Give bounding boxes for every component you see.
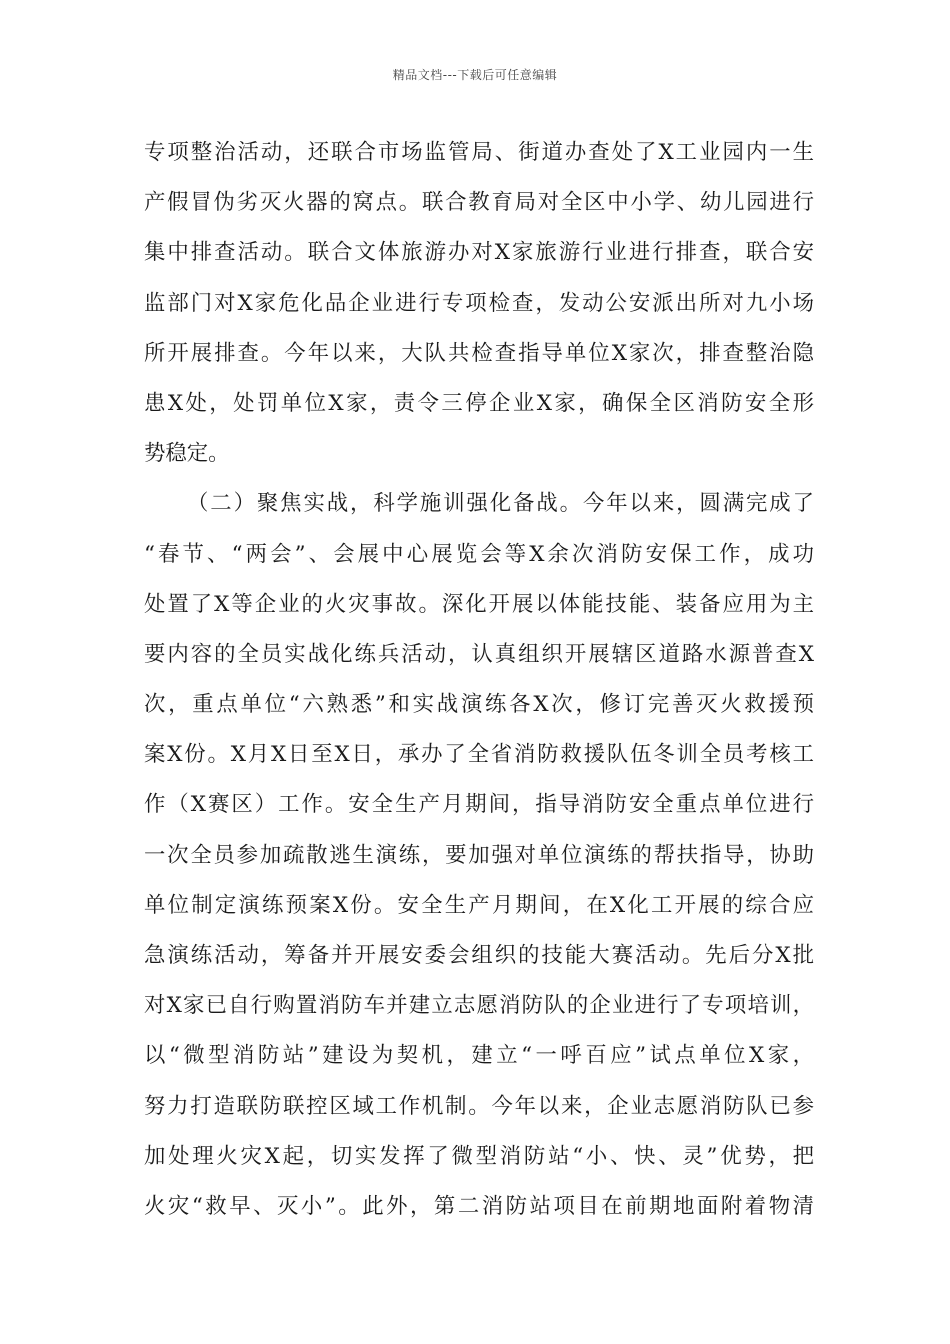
text-line: 产假冒伪劣灭火器的窝点。联合教育局对全区中小学、幼儿园进行 (144, 190, 814, 216)
text-line: 努力打造联防联控区域工作机制。今年以来，企业志愿消防队已参 (144, 1093, 814, 1119)
text-line: 单位制定演练预案X份。安全生产月期间，在X化工开展的综合应 (144, 892, 814, 918)
text-line: 所开展排查。今年以来，大队共检查指导单位X家次，排查整治隐 (144, 340, 814, 366)
text-line: 势稳定。 (144, 441, 230, 467)
text-line: 集中排查活动。联合文体旅游办对X家旅游行业进行排查，联合安 (144, 240, 814, 266)
text-line: 处置了X等企业的火灾事故。深化开展以体能技能、装备应用为主 (144, 591, 814, 617)
text-line: “春节、“两会”、会展中心展览会等X余次消防安保工作，成功 (144, 541, 814, 567)
text-line: 专项整治活动，还联合市场监管局、街道办查处了X工业园内一生 (144, 140, 814, 165)
text-line: 加处理火灾X起，切实发挥了微型消防站“小、快、灵”优势，把 (144, 1143, 814, 1169)
text-line: 患X处，处罚单位X家，责令三停企业X家，确保全区消防安全形 (144, 390, 814, 416)
page-header: 精品文档---下载后可任意编辑 (392, 68, 558, 82)
text-line: 火灾“救早、灭小”。此外，第二消防站项目在前期地面附着物清 (144, 1193, 814, 1219)
text-line: 作（X赛区）工作。安全生产月期间，指导消防安全重点单位进行 (144, 792, 814, 818)
text-line: 对X家已自行购置消防车并建立志愿消防队的企业进行了专项培训， (144, 993, 814, 1019)
text-line: 次，重点单位“六熟悉”和实战演练各X次，修订完善灭火救援预 (144, 692, 814, 718)
text-line: 案X份。X月X日至X日，承办了全省消防救援队伍冬训全员考核工 (144, 742, 814, 768)
text-line: 急演练活动，筹备并开展安委会组织的技能大赛活动。先后分X批 (144, 943, 814, 968)
text-line: 以“微型消防站”建设为契机，建立“一呼百应”试点单位X家， (144, 1043, 814, 1069)
document-body (144, 128, 814, 1232)
text-line: 一次全员参加疏散逃生演练，要加强对单位演练的帮扶指导，协助 (144, 842, 814, 868)
text-line: 要内容的全员实战化练兵活动，认真组织开展辖区道路水源普查X (144, 641, 814, 667)
paragraph-first-line: （二）聚焦实战，科学施训强化备战。今年以来，圆满完成了 (187, 491, 814, 517)
text-line: 监部门对X家危化品企业进行专项检查，发动公安派出所对九小场 (144, 290, 814, 316)
